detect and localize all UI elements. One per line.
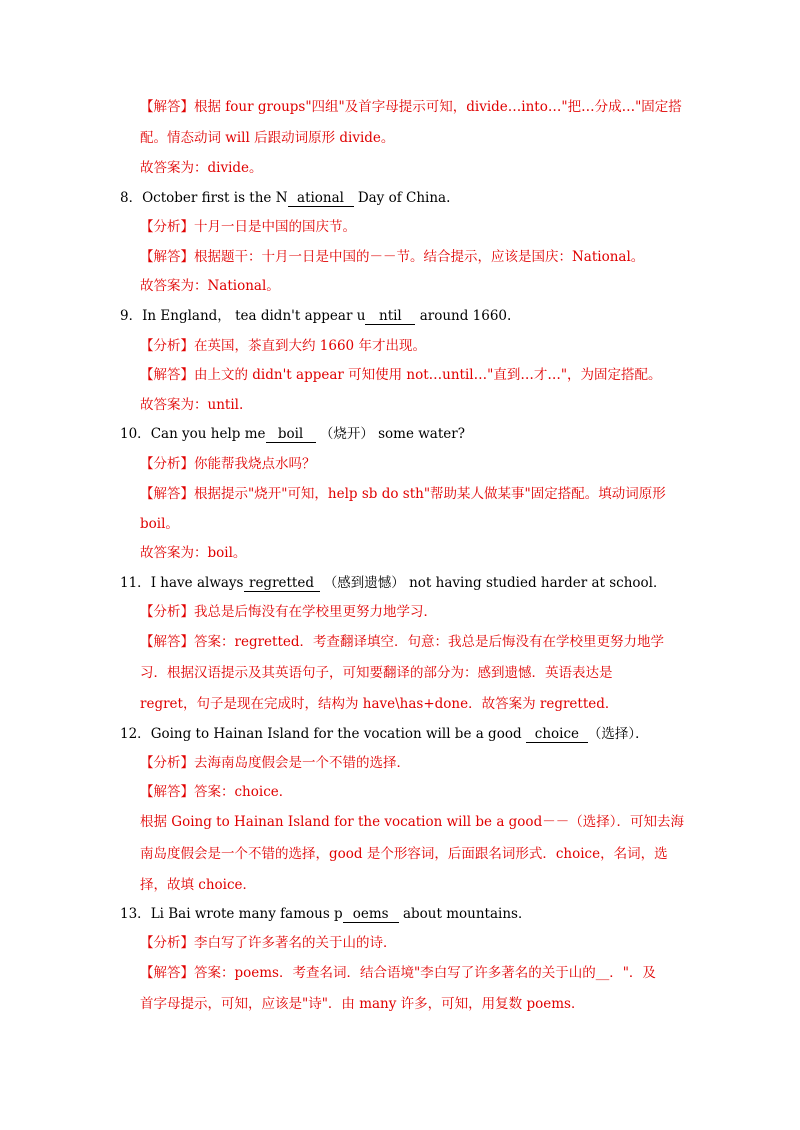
question-number: 10． <box>120 426 151 442</box>
answer-line: 首字母提示，可知，应该是"诗"．由 many 许多，可知，用复数 poems． <box>140 996 585 1012</box>
question-number: 11． <box>120 575 151 591</box>
question-text-before: Going to Hainan Island for the vocation will be a good <box>150 726 522 742</box>
answer-blank: choice <box>526 726 588 743</box>
question-text-before: Can you help me <box>150 426 266 442</box>
final-answer: 故答案为：until. <box>140 397 244 413</box>
answer-line: 【解答】答案：poems．考查名词．结合语境"李白写了许多著名的关于山的__．"．及 <box>140 965 656 981</box>
analysis-line: 【分析】去海南岛度假会是一个不错的选择． <box>140 755 410 771</box>
answer-line: regret，句子是现在完成时，结构为 have\has+done．故答案为 regretted． <box>140 696 619 712</box>
answer-line: 配。情态动词 will 后跟动词原形 divide。 <box>140 130 395 146</box>
question-10 <box>120 425 465 443</box>
question-number: 13． <box>120 906 151 922</box>
final-answer: 故答案为：boil。 <box>140 545 247 561</box>
answer-line: 根据 Going to Hainan Island for the vocation will be a good－－（选择）．可知去海 <box>140 814 684 830</box>
answer-blank: ational <box>288 190 354 207</box>
question-text-before: October first is the N <box>142 190 288 206</box>
final-answer: 故答案为：divide。 <box>140 160 263 176</box>
question-text-after: （烧开） some water? <box>319 426 465 442</box>
answer-blank: boil <box>266 426 316 443</box>
question-text-after: （感到遗憾） not having studied harder at school． <box>323 575 667 591</box>
answer-line: 南岛度假会是一个不错的选择，good 是个形容词，后面跟名词形式．choice，名词，选 <box>140 846 668 862</box>
final-answer: 故答案为：National。 <box>140 278 280 294</box>
question-number: 12． <box>120 726 151 742</box>
question-number: 8． <box>120 190 143 206</box>
question-text-after: （选择）． <box>587 726 649 742</box>
analysis-line: 【分析】在英国，茶直到大约 1660 年才出现。 <box>140 338 426 354</box>
answer-line: 【解答】根据提示"烧开"可知，help sb do sth"帮助某人做某事"固定搭配。填动词原形 <box>140 486 666 502</box>
question-9 <box>120 307 511 325</box>
answer-line: 择，故填 choice． <box>140 877 257 893</box>
analysis-line: 【分析】你能帮我烧点水吗？ <box>140 456 316 472</box>
answer-line: boil。 <box>140 516 179 532</box>
analysis-line: 【分析】十月一日是中国的国庆节。 <box>140 219 356 235</box>
question-12 <box>120 725 649 743</box>
question-11 <box>120 574 666 592</box>
question-text-before: In England， tea didn't appear u <box>142 308 366 324</box>
analysis-line: 【分析】李白写了许多著名的关于山的诗． <box>140 935 397 951</box>
answer-line: 【解答】答案：choice． <box>140 784 293 800</box>
answer-blank: oems <box>343 906 399 923</box>
question-text-before: Li Bai wrote many famous p <box>150 906 343 922</box>
answer-blank: regretted <box>244 575 320 592</box>
question-text-before: I have always <box>150 575 244 591</box>
answer-line: 【解答】根据题干：十月一日是中国的－－节。结合提示，应该是国庆：National。 <box>140 249 645 265</box>
question-text-after: about mountains． <box>402 906 532 922</box>
question-13 <box>120 905 531 923</box>
analysis-line: 【分析】我总是后悔没有在学校里更努力地学习． <box>140 604 437 620</box>
answer-line: 【解答】根据 four groups"四组"及首字母提示可知，divide…into…"把…分成…"固定搭 <box>140 99 682 115</box>
question-number: 9． <box>120 308 143 324</box>
question-text-after: Day of China. <box>357 190 451 206</box>
question-text-after: around 1660. <box>419 308 512 324</box>
answer-line: 【解答】由上文的 didn't appear 可知使用 not…until…"直到…才…"，为固定搭配。 <box>140 367 662 383</box>
answer-line: 【解答】答案：regretted．考查翻译填空．句意：我总是后悔没有在学校里更努力地学 <box>140 634 665 650</box>
question-8 <box>120 189 450 207</box>
answer-blank: ntil <box>365 308 415 325</box>
answer-line: 习．根据汉语提示及其英语句子，可知要翻译的部分为：感到遗憾．英语表达是 <box>140 665 613 681</box>
